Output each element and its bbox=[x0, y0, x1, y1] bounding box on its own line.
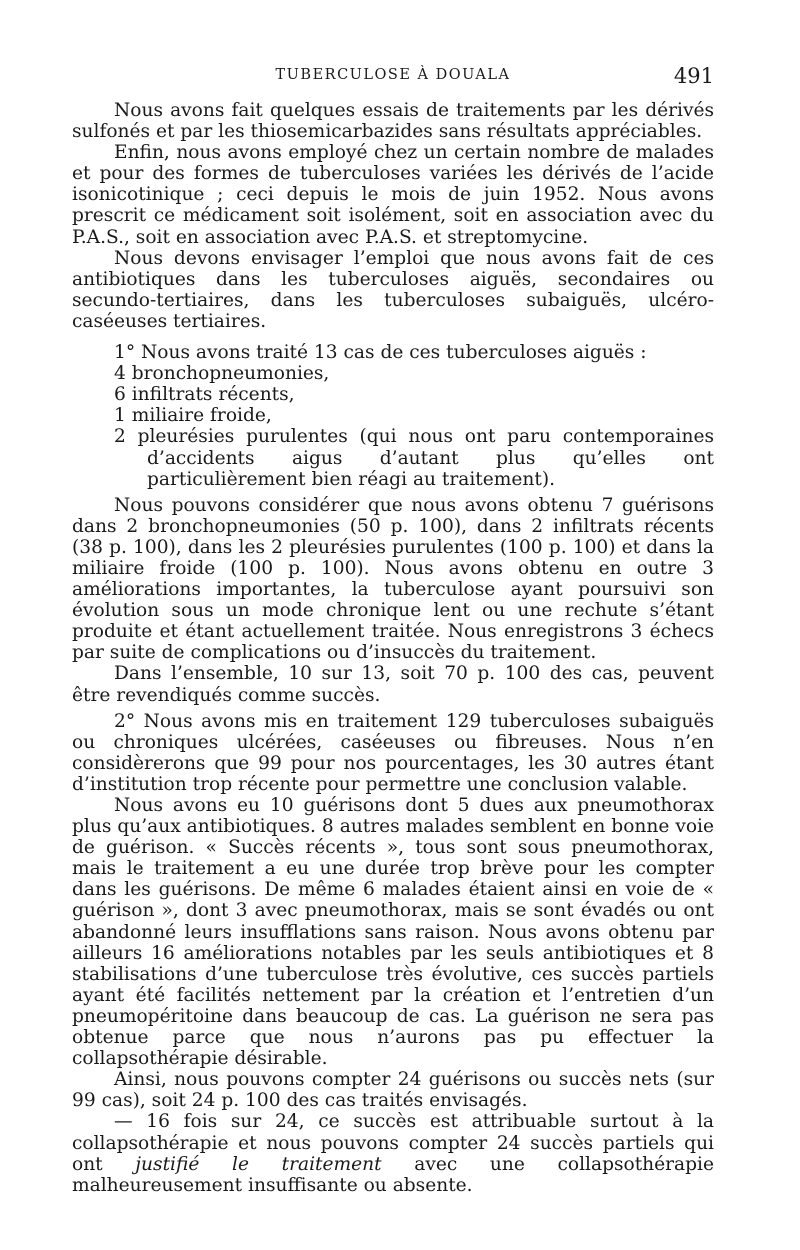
paragraph: Dans l’ensemble, 10 sur 13, soit 70 p. 100 des cas, peuvent être revendiqués comme succès. bbox=[72, 663, 714, 706]
paragraph: 2° Nous avons mis en traitement 129 tuberculoses subaiguës ou chroniques ulcérées, caséeuses ou fibreuses. Nous n’en considèrerons que 99 pour nos pourcentages, les 30 autres étant d’institution trop récente pour permettre une conclusion valable. bbox=[72, 710, 714, 795]
paragraph: 1° Nous avons traité 13 cas de ces tuberculoses aiguës : bbox=[114, 342, 647, 364]
case-list bbox=[72, 363, 714, 490]
page-number: 491 bbox=[673, 64, 714, 88]
paragraph: Nous avons fait quelques essais de traitements par les dérivés sulfonés et par les thiosemicarbazides sans résultats appréciables. bbox=[72, 100, 714, 143]
paragraph: Nous avons eu 10 guérisons dont 5 dues aux pneumothorax plus qu’aux antibiotiques. 8 autres malades semblent en bonne voie de guérison. « Succès récents », tous sont sous pneumothorax, mais le traitement a eu une durée trop brève pour les compter dans les guérisons. De même 6 malades étaient ainsi en voie de « guérison », dont 3 avec pneumothorax, mais se sont évadés ou ont abandonné leurs insufflations sans raison. Nous avons obtenu par ailleurs 16 améliorations notables par les seuls antibiotiques et 8 stabilisations d’une tuberculose très évolutive, ces succès partiels ayant été facilités nettement par la création et l’entretien d’un pneumopéritoine dans beaucoup de cas. La guérison ne sera pas obtenue parce que nous n’aurons pas pu effectuer la collapsothérapie désirable. bbox=[72, 795, 714, 1070]
paragraph: Nous devons envisager l’emploi que nous avons fait de ces antibiotiques dans les tuberculoses aiguës, secondaires ou secundo-tertiaires, dans les tuberculoses subaiguës, ulcéro-caséeuses tertiaires. bbox=[72, 247, 714, 332]
emphasis-text: justifié le traitement bbox=[135, 1153, 382, 1175]
paragraph: Enfin, nous avons employé chez un certain nombre de malades et pour des formes de tuberculoses variées les dérivés de l’acide isonicotinique ; ceci depuis le mois de juin 1952. Nous avons prescrit ce médicament soit isolément, soit en association avec du P.A.S., soit en association avec P.A.S. et streptomycine. bbox=[72, 142, 714, 248]
paragraph bbox=[72, 1111, 714, 1195]
page-header bbox=[72, 64, 714, 94]
list-item: 6 infiltrats récents, bbox=[114, 384, 295, 406]
paragraph: Ainsi, nous pouvons compter 24 guérisons ou succès nets (sur 99 cas), soit 24 p. 100 des cas traités envisagés. bbox=[72, 1069, 714, 1112]
body-text bbox=[72, 100, 714, 1196]
list-item: 4 bronchopneumonies, bbox=[114, 363, 330, 385]
paragraph-text: — 16 fois sur 24, ce succès est attribuable surtout à la collapsothérapie et nous pouvons compter 24 succès partiels qui ont bbox=[72, 1111, 714, 1175]
list-item: 1 miliaire froide, bbox=[114, 405, 272, 427]
paragraph-text: avec une collapsothérapie malheureusement insuffisante ou absente. bbox=[72, 1153, 714, 1196]
paragraph: Nous pouvons considérer que nous avons obtenu 7 guérisons dans 2 bronchopneumonies (50 p. 100), dans 2 infiltrats récents (38 p. 100), dans les 2 pleurésies purulentes (100 p. 100) et dans la miliaire froide (100 p. 100). Nous avons obtenu en outre 3 améliorations importantes, la tuberculose ayant poursuivi son évolution sous un mode chronique lent ou une rechute s’étant produite et étant actuellement traitée. Nous enregistrons 3 échecs par suite de complications ou d’insuccès du traitement. bbox=[72, 494, 714, 664]
list-item: 2 pleurésies purulentes (qui nous ont paru contemporaines d’accidents aigus d’autant plus qu’elles ont particulièrement bien réagi au traitement). bbox=[114, 426, 714, 490]
running-title: TUBERCULOSE À DOUALA bbox=[275, 67, 511, 83]
